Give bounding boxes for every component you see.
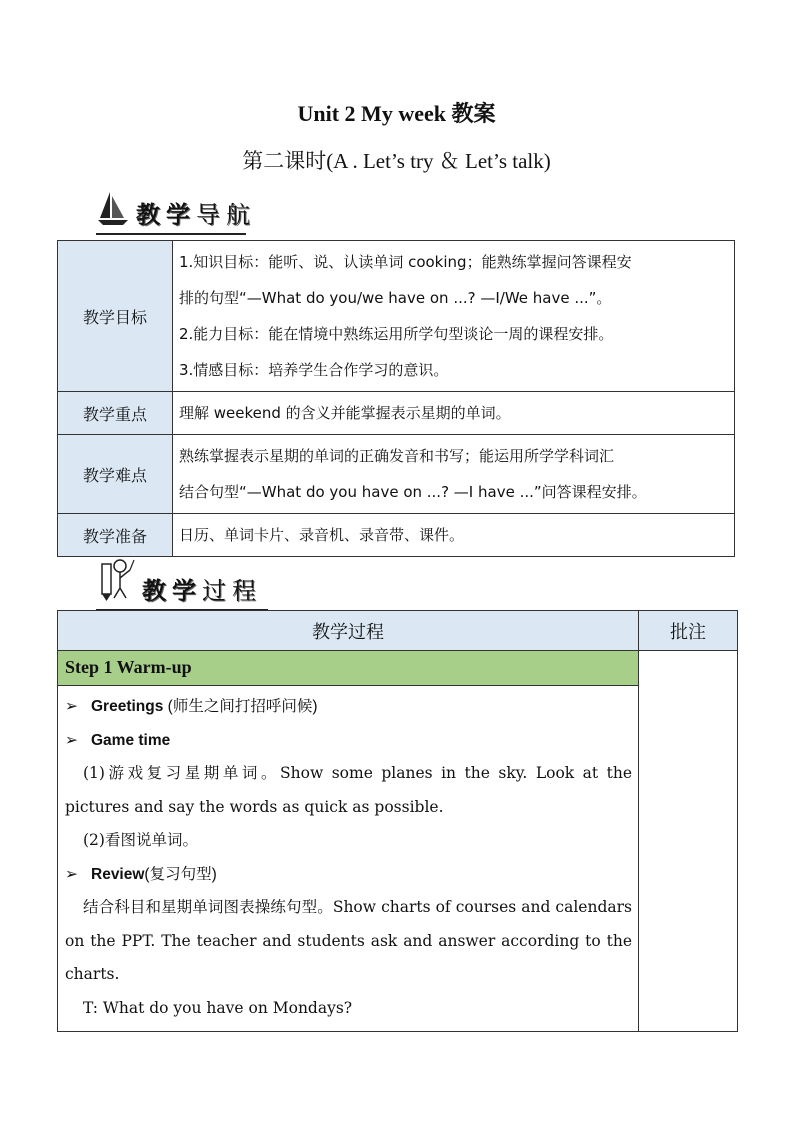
paragraph: T: What do you have on Mondays? — [83, 998, 353, 1017]
column-header-process: 教学过程 — [58, 611, 639, 651]
paragraph: (1)游戏复习星期单词。Show some planes in the sky. Look at the pictures and say the words as quick as possible. — [65, 764, 632, 816]
row-content: 理解 weekend 的含义并能掌握表示星期的单词。 — [173, 392, 735, 435]
document-title: Unit 2 My week 教案 — [297, 101, 496, 126]
row-content: 1.知识目标：能听、说、认读单词 cooking；能熟练掌握问答课程安 排的句型“—What do you/we have on ...? —I/We have ...”。 2.能力目标：能在情境中熟练运用所学句型谈论一周的课程安排。 3.情感目标：培养学生合作学习的意识。 — [173, 241, 735, 392]
bullet-arrow-icon: ➢ — [65, 697, 78, 715]
notes-cell — [639, 651, 738, 1032]
row-header: 教学难点 — [58, 435, 173, 514]
section-heading-process — [96, 556, 262, 606]
pencil-teacher-icon — [96, 556, 136, 606]
row-header: 教学重点 — [58, 392, 173, 435]
document-subtitle: 第二课时(A . Let’s try ＆ Let’s talk) — [242, 149, 551, 173]
table-row — [58, 686, 738, 1032]
table-row — [58, 651, 738, 686]
step-content — [58, 686, 639, 1032]
row-content: 熟练掌握表示星期的单词的正确发音和书写；能运用所学学科词汇 结合句型“—What do you have on ...? —I have ...”问答课程安排。 — [173, 435, 735, 514]
bullet-greetings: ➢ Greetings (师生之间打招呼问候) — [65, 690, 632, 724]
section-heading-navigation — [96, 190, 256, 230]
table-header-row — [58, 611, 738, 651]
step-heading: Step 1 Warm-up — [58, 651, 639, 686]
column-header-notes: 批注 — [639, 611, 738, 651]
bullet-arrow-icon: ➢ — [65, 864, 78, 883]
paragraph: 结合科目和星期单词图表操练句型。Show charts of courses and calendars on the PPT. The teacher and students ask and answer according to the charts. — [65, 898, 632, 983]
bullet-review: ➢ Review(复习句型) — [65, 858, 632, 892]
row-header: 教学准备 — [58, 514, 173, 557]
table-row — [58, 435, 735, 514]
bullet-game-time: ➢ Game time — [65, 724, 632, 758]
paragraph: (2)看图说单词。 — [83, 831, 198, 849]
table-row — [58, 241, 735, 392]
row-content: 日历、单词卡片、录音机、录音带、课件。 — [173, 514, 735, 557]
teaching-process-table — [57, 610, 738, 1032]
table-row — [58, 392, 735, 435]
table-row — [58, 514, 735, 557]
teaching-goals-table — [57, 240, 735, 557]
section-label-process: 教学过程 — [142, 577, 262, 605]
section-label-navigation: 教学导航 — [136, 201, 256, 229]
row-header: 教学目标 — [58, 241, 173, 392]
bullet-arrow-icon: ➢ — [65, 730, 78, 749]
sailboat-icon — [96, 190, 130, 230]
